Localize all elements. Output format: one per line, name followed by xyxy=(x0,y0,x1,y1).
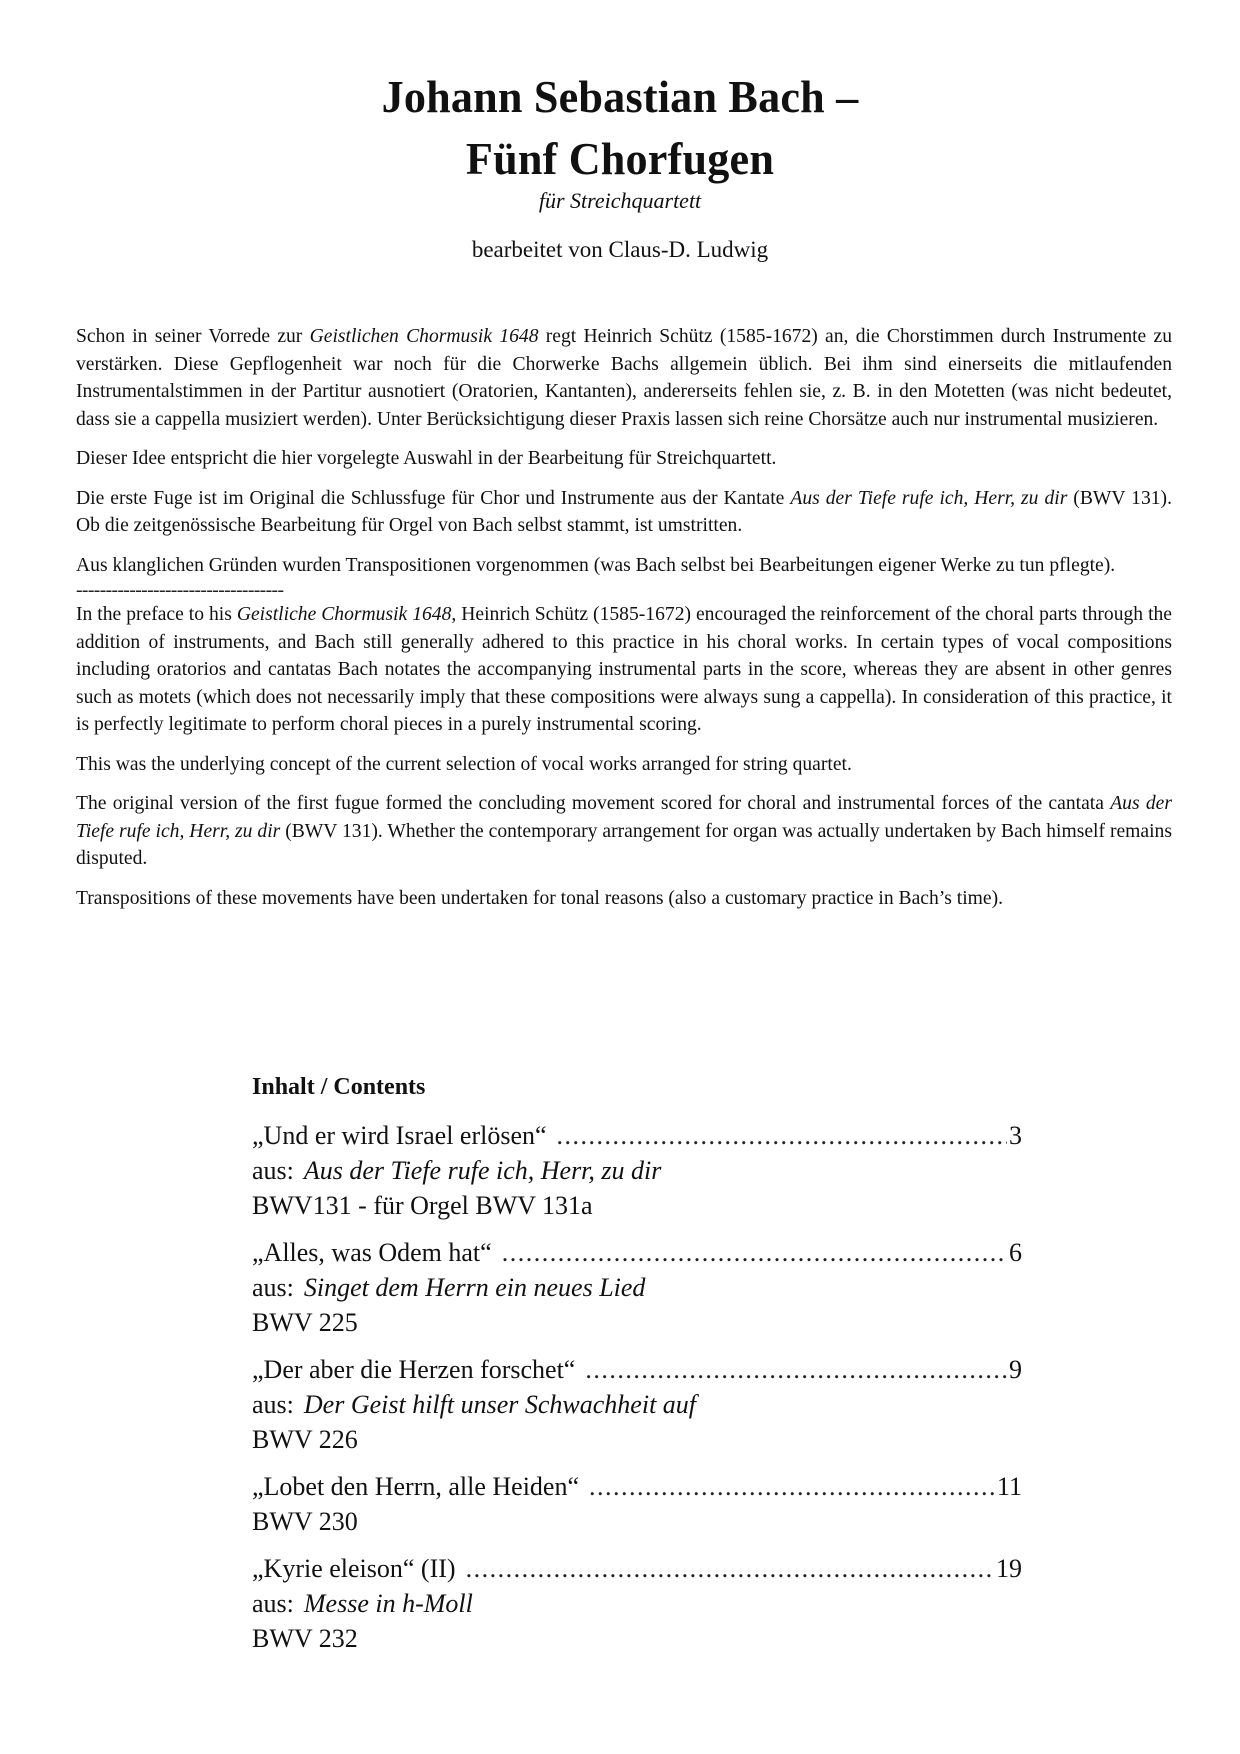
german-paragraph-2: Dieser Idee entspricht die hier vorgelegte Auswahl in der Bearbeitung für Streichquartett. xyxy=(76,448,777,469)
dot-leader xyxy=(585,1352,1007,1387)
language-divider: ----------------------------------- xyxy=(76,580,284,601)
toc-heading: Inhalt / Contents xyxy=(252,1074,426,1100)
toc-title-row xyxy=(252,1118,1022,1153)
from-label: aus: xyxy=(252,1589,294,1618)
toc-title-row xyxy=(252,1469,1022,1504)
toc-entry[interactable] xyxy=(252,1551,1022,1656)
toc-entry-title: „Und er wird Israel erlösen“ xyxy=(252,1121,547,1150)
toc-page-number: 3 xyxy=(1009,1121,1022,1150)
text-run: (BWV 131). Whether the contemporary arrangement for organ was actually undertaken by Bach himself remains disputed. xyxy=(76,820,1172,869)
toc-entry-title: „Alles, was Odem hat“ xyxy=(252,1238,492,1267)
from-label: aus: xyxy=(252,1273,294,1302)
toc-page-number: 9 xyxy=(1009,1355,1022,1384)
table-of-contents xyxy=(252,1072,1022,1668)
toc-entry-title: „Lobet den Herrn, alle Heiden“ xyxy=(252,1472,580,1501)
german-paragraph-1 xyxy=(76,323,1172,433)
toc-source-line xyxy=(252,1270,1022,1305)
toc-bwv-number: BWV 225 xyxy=(252,1308,358,1337)
from-label: aus: xyxy=(252,1390,294,1419)
work-title-italic: Aus der Tiefe rufe ich, Herr, zu dir xyxy=(790,487,1068,509)
toc-bwv-number: BWV131 - für Orgel BWV 131a xyxy=(252,1191,593,1220)
english-paragraph-1 xyxy=(76,601,1172,739)
toc-bwv-number: BWV 226 xyxy=(252,1425,358,1454)
toc-source-work: Der Geist hilft unser Schwachheit auf xyxy=(303,1390,697,1419)
toc-title-row xyxy=(252,1352,1022,1387)
toc-entry[interactable] xyxy=(252,1118,1022,1223)
toc-entry-title: „Der aber die Herzen forschet“ xyxy=(252,1355,576,1384)
toc-entry[interactable] xyxy=(252,1352,1022,1457)
toc-source-line xyxy=(252,1387,1022,1422)
preface-text xyxy=(76,323,1172,924)
text-run: (BWV 131). Ob die zeitgenössische Bearbeitung für Orgel von Bach selbst stammt, ist umstritten. xyxy=(76,487,1172,536)
toc-entry[interactable] xyxy=(252,1469,1022,1539)
english-paragraph-3 xyxy=(76,790,1172,873)
toc-bwv-number: BWV 230 xyxy=(252,1507,358,1536)
text-run: regt Heinrich Schütz (1585-1672) an, die Chorstimmen durch Instrumente zu verstärken. Diese Gepflogenheit war noch für die Chorwerke Bachs allgemein üblich. Bei ihm sind einerseits die mitlaufenden Instrumentalstimmen in der Partitur ausnotiert (Oratorien, Kantanten), andererseits fehlen sie, z. B. in den Motetten (was nicht bedeutet, dass sie a cappella musiziert werden). Unter Berücksichtigung dieser Praxis lassen sich reine Chorsätze auch nur instrumental musizieren. xyxy=(76,326,1172,430)
toc-source-work: Singet dem Herrn ein neues Lied xyxy=(303,1273,646,1302)
toc-title-row xyxy=(252,1235,1022,1270)
from-label: aus: xyxy=(252,1156,294,1185)
work-title-italic: Geistliche Chormusik 1648 xyxy=(236,604,452,625)
toc-bwv-number: BWV 232 xyxy=(252,1624,358,1653)
dot-leader xyxy=(502,1235,1007,1270)
toc-page-number: 19 xyxy=(996,1554,1022,1583)
dot-leader xyxy=(589,1469,995,1504)
arranger-credit: bearbeitet von Claus-D. Ludwig xyxy=(471,237,769,262)
toc-entry-title: „Kyrie eleison“ (II) xyxy=(252,1554,456,1583)
text-run: Schon in seiner Vorrede zur xyxy=(76,326,310,347)
work-title-italic: Geistlichen Chormusik 1648 xyxy=(309,326,539,347)
dot-leader xyxy=(557,1118,1007,1153)
work-title-italic: Aus der Tiefe rufe ich, Herr, zu dir xyxy=(76,793,1172,842)
text-run: , Heinrich Schütz (1585-1672) encouraged the reinforcement of the choral parts through the addition of instruments, and Bach still generally adhered to this practice in his choral works. In certain types of vocal compositions including oratorios and cantatas Bach notates the accompanying instrumental parts in the score, whereas they are absent in other genres such as motets (which does not necessarily imply that these compositions were always sung a cappella). In consideration of this practice, it is perfectly legitimate to perform choral pieces in a purely instrumental scoring. xyxy=(76,604,1173,735)
text-run: In the preface to his xyxy=(76,604,237,625)
german-paragraph-3 xyxy=(76,485,1172,540)
title-block xyxy=(0,66,1240,264)
text-run: The original version of the first fugue formed the concluding movement scored for choral and instrumental forces of the cantata xyxy=(76,793,1111,814)
toc-page-number: 11 xyxy=(996,1472,1022,1501)
english-paragraph-2: This was the underlying concept of the current selection of vocal works arranged for string quartet. xyxy=(76,753,852,775)
toc-page-number: 6 xyxy=(1009,1238,1022,1267)
toc-source-line xyxy=(252,1586,1022,1621)
toc-source-line xyxy=(252,1153,1022,1188)
dot-leader xyxy=(466,1551,994,1586)
toc-source-work: Aus der Tiefe rufe ich, Herr, zu dir xyxy=(303,1156,662,1185)
text-run: Die erste Fuge ist im Original die Schlussfuge für Chor und Instrumente aus der Kantate xyxy=(76,487,791,509)
toc-title-row xyxy=(252,1551,1022,1586)
german-paragraph-4: Aus klanglichen Gründen wurden Transpositionen vorgenommen (was Bach selbst bei Bearbeitungen eigener Werke zu tun pflegte). xyxy=(76,554,1116,576)
page-title-line-2: Fünf Chorfugen xyxy=(465,133,775,184)
toc-source-work: Messe in h-Moll xyxy=(303,1589,473,1618)
english-paragraph-4: Transpositions of these movements have been undertaken for tonal reasons (also a customary practice in Bach’s time). xyxy=(76,887,1003,909)
toc-entry[interactable] xyxy=(252,1235,1022,1340)
page-title-line-1: Johann Sebastian Bach – xyxy=(381,71,859,122)
subtitle: für Streichquartett xyxy=(538,188,702,213)
